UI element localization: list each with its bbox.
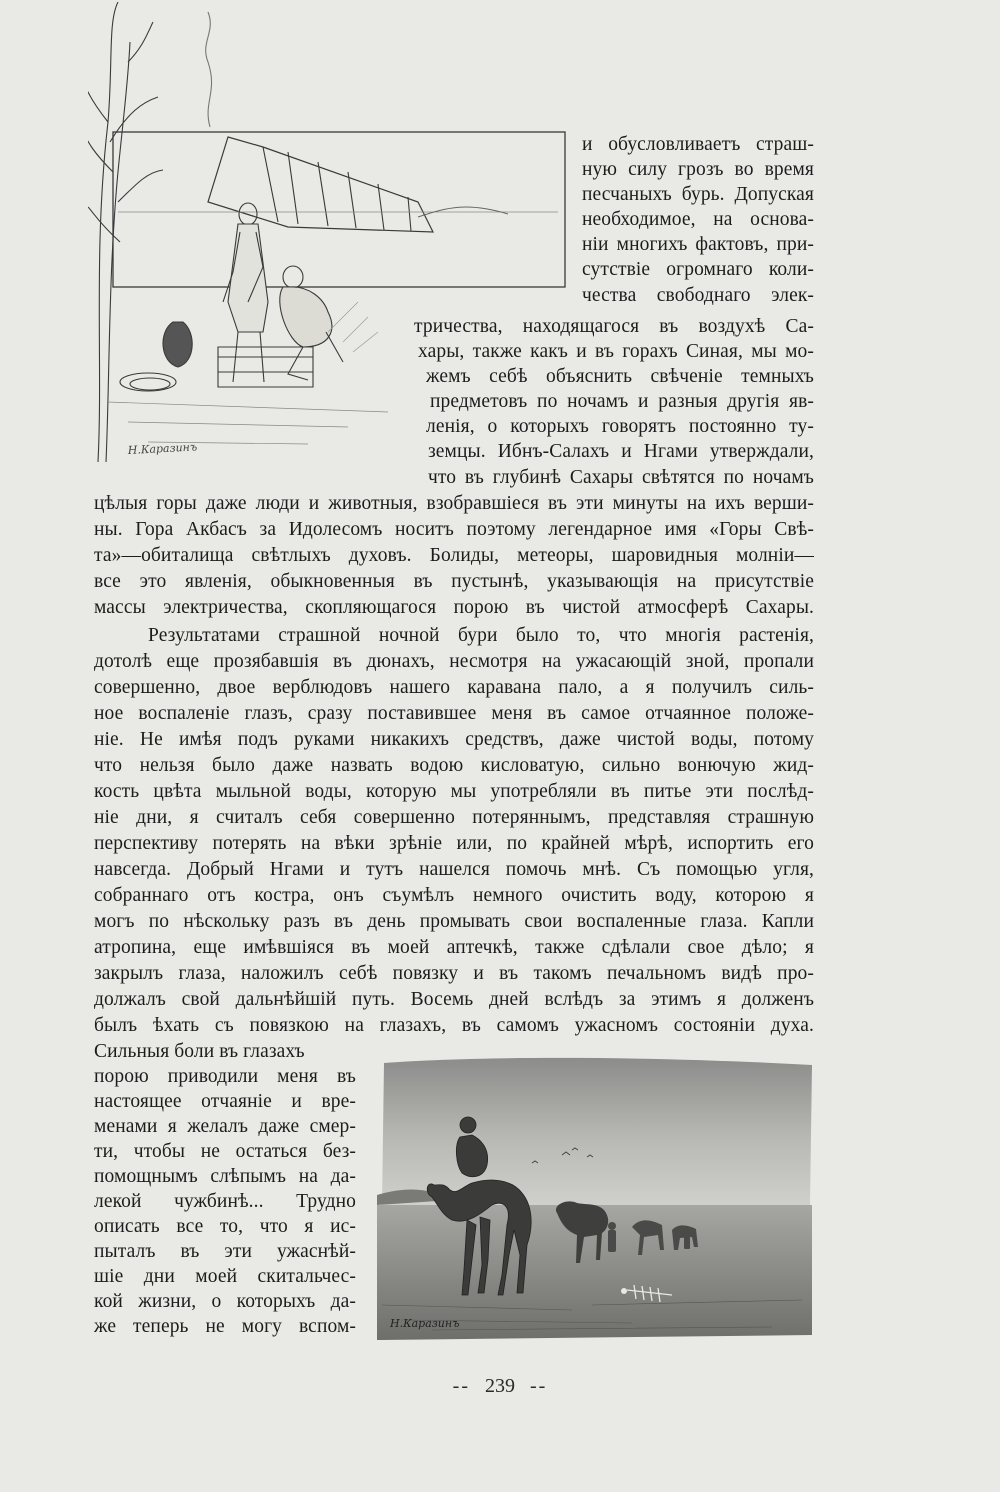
text-line: дотолѣ еще прозябавшія въ дюнахъ, несмотря на ужасающій зной, пропали — [94, 651, 814, 672]
text-line: что нельзя было даже назвать водою кисловатую, сильно вонючую жид- — [94, 755, 814, 776]
text-line: и обусловливаетъ страш- — [582, 134, 814, 155]
text-line: могъ по нѣскольку разъ въ день промывать свои воспаленные глаза. Капли — [94, 911, 814, 932]
text-line: ніе дни, я считалъ себя совершенно потеряннымъ, представляя страшную — [94, 807, 814, 828]
text-line: лекой чужбинѣ... Трудно — [94, 1191, 356, 1212]
text-line: собраннаго отъ костра, онъ съумѣлъ немного очистить воду, которою я — [94, 885, 814, 906]
text-line: настоящее отчаяніе и вре- — [94, 1091, 356, 1112]
text-line: ти, чтобы не остаться без- — [94, 1141, 356, 1162]
text-line: необходимое, на основа- — [582, 209, 814, 230]
text-line: описать все то, что я ис- — [94, 1216, 356, 1237]
text-line: тричества, находящагося въ воздухѣ Са- — [414, 316, 814, 337]
text-line: менами я желалъ даже смер- — [94, 1116, 356, 1137]
text-line: должалъ свой дальнѣйшій путь. Восемь дней вслѣдъ за этимъ я долженъ — [94, 989, 814, 1010]
text-line: что въ глубинѣ Сахары свѣтятся по ночамъ — [428, 467, 814, 488]
svg-text:Н.Каразинъ: Н.Каразинъ — [390, 1317, 460, 1330]
text-line: ніе. Не имѣя подъ руками никакихъ средствъ, даже чистой воды, потому — [94, 729, 814, 750]
camel-caravan-illustration — [372, 1055, 817, 1345]
text-line: атропина, еще имѣвшіяся въ моей аптечкѣ, также сдѣлали свое дѣло; я — [94, 937, 814, 958]
text-line: закрылъ глаза, наложилъ себѣ повязку и въ такомъ печальномъ видѣ про- — [94, 963, 814, 984]
text-line: совершенно, двое верблюдовъ нашего каравана пало, а я получилъ силь- — [94, 677, 814, 698]
text-line: все это явленія, обыкновенныя въ пустынѣ, указывающія на присутствіе — [94, 571, 814, 592]
text-line: кость цвѣта мыльной воды, которую мы употребляли въ питье эти послѣд- — [94, 781, 814, 802]
text-line: пыталъ въ эти ужаснѣй- — [94, 1241, 356, 1262]
text-line: шіе дни моей скитальчес- — [94, 1266, 356, 1287]
text-line: же теперь не могу вспом- — [94, 1316, 356, 1337]
text-line: земцы. Ибнъ-Салахъ и Нгами утверждали, — [428, 441, 814, 462]
text-line: чества свободнаго элек- — [582, 285, 814, 306]
text-line: песчаныхъ бурь. Допуская — [582, 184, 814, 205]
text-line: ны. Гора Акбасъ за Идолесомъ носитъ поэтому легендарное имя «Горы Свѣ- — [94, 519, 814, 540]
text-line: ное воспаленіе глазъ, сразу поставившее меня въ самое отчаянное положе- — [94, 703, 814, 724]
text-line: цѣлыя горы даже люди и животныя, взобравшіеся въ эти минуты на ихъ верши- — [94, 493, 814, 514]
text-line: сутствіе огромнаго коли- — [582, 259, 814, 280]
text-line: Сильныя боли въ глазахъ — [94, 1041, 305, 1062]
text-line: ніи многихъ фактовъ, при- — [582, 234, 814, 255]
text-line: массы электричества, скопляющагося порою въ чистой атмосферѣ Сахары. — [94, 597, 814, 618]
text-line: былъ ѣхать съ повязкою на глазахъ, въ самомъ ужасномъ состояніи духа. — [94, 1015, 814, 1036]
text-line: предметовъ по ночамъ и разныя другія яв- — [430, 391, 814, 412]
page-number-dash-right: -- — [530, 1375, 548, 1397]
text-line: ленія, о которыхъ говорятъ постоянно ту- — [426, 416, 814, 437]
text-line: Результатами страшной ночной бури было то, что многія растенія, — [148, 625, 814, 646]
text-line: перспективу потерять на вѣки зрѣніе или, по крайней мѣрѣ, испортить его — [94, 833, 814, 854]
text-line: порою приводили меня въ — [94, 1066, 356, 1087]
text-line: та»—обиталища свѣтлыхъ духовъ. Болиды, метеоры, шаровидныя молніи— — [94, 545, 814, 566]
text-line: жемъ себѣ объяснить свѣченіе темныхъ — [426, 366, 814, 387]
page-number-dash-left: -- — [452, 1375, 470, 1397]
text-line: ную силу грозъ во время — [582, 159, 814, 180]
page-number-area — [400, 1375, 600, 1398]
text-line: хары, также какъ и въ горахъ Синая, мы мо- — [418, 341, 814, 362]
text-line: навсегда. Добрый Нгами и тутъ нашелся помочь мнѣ. Съ помощью угля, — [94, 859, 814, 880]
svg-text:Н.Каразинъ: Н.Каразинъ — [127, 440, 198, 457]
text-line: помощнымъ слѣпымъ на да- — [94, 1166, 356, 1187]
page-number: 239 — [485, 1375, 515, 1397]
text-line: кой жизни, о которыхъ да- — [94, 1291, 356, 1312]
